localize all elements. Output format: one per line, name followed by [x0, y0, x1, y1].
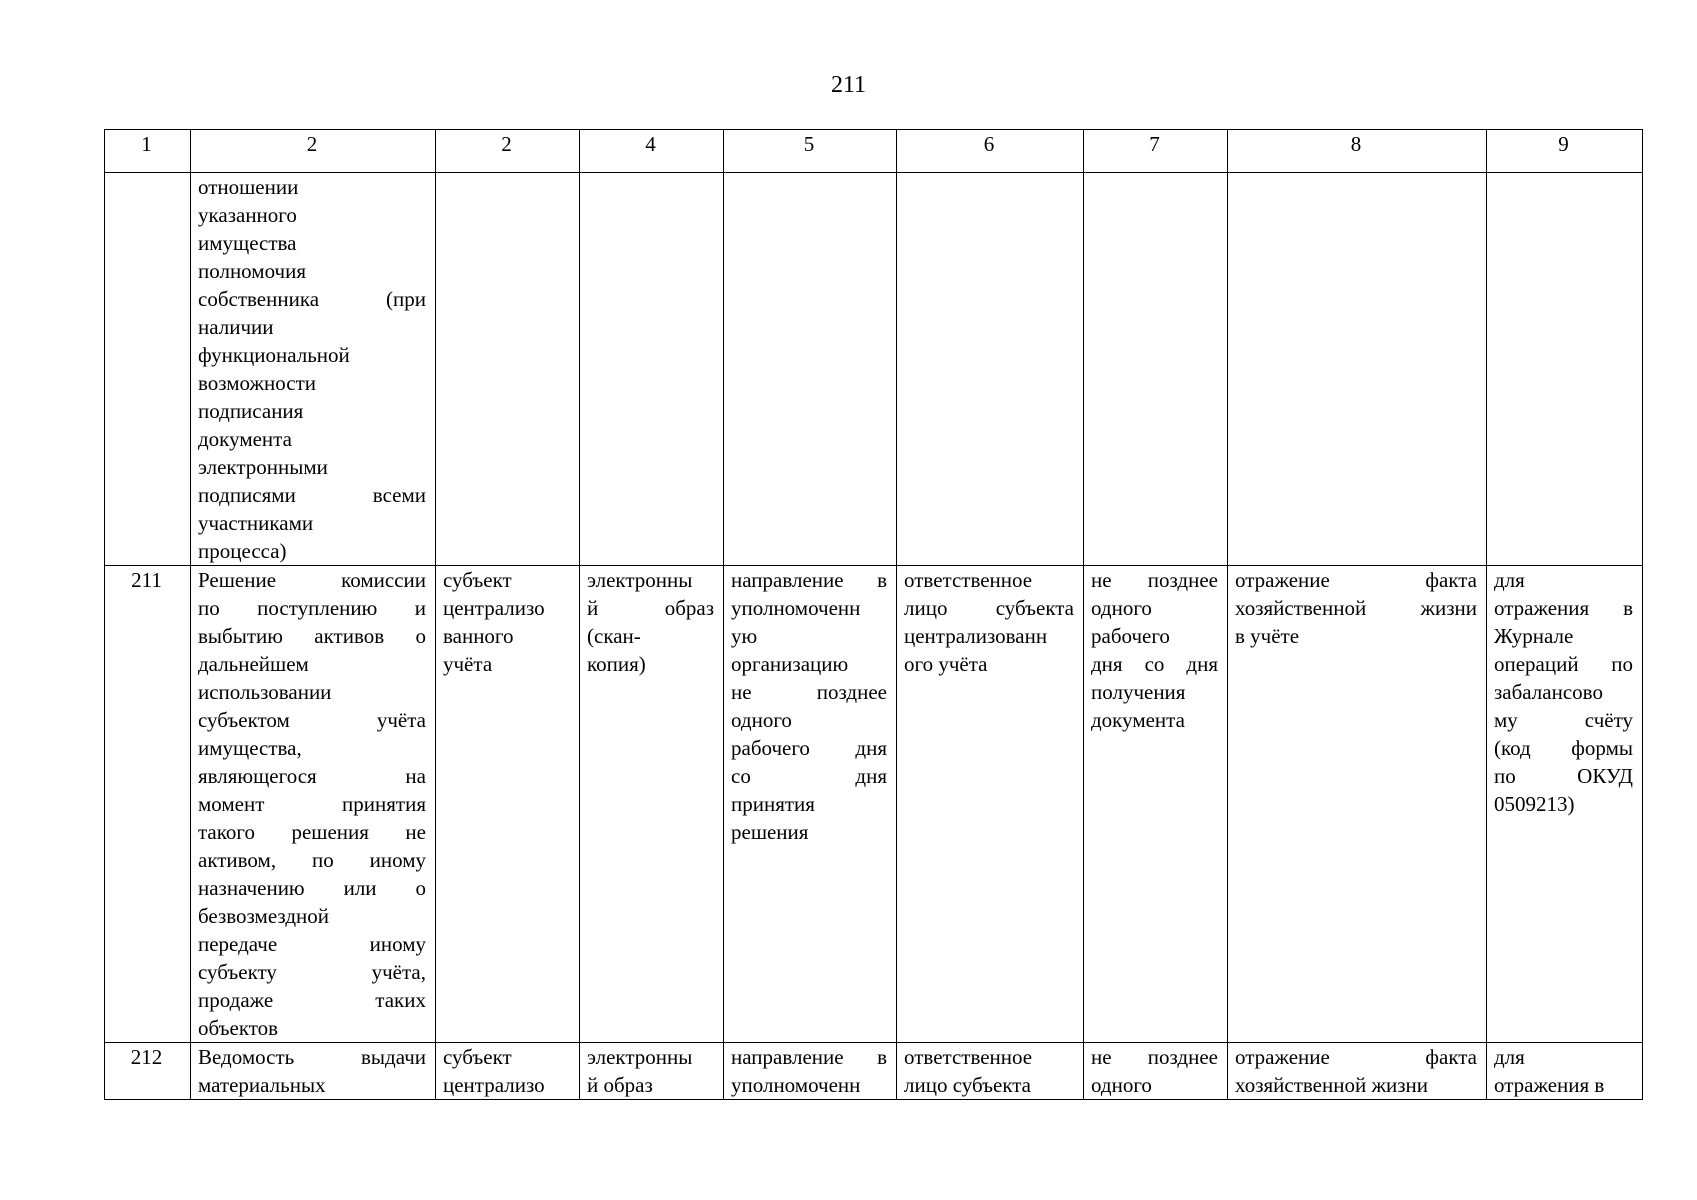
- cell-line: Решение комиссии: [198, 568, 426, 592]
- header-cell: 7: [1084, 130, 1228, 173]
- cell-line: й образ: [587, 596, 714, 620]
- cell-line: направление в: [731, 568, 887, 592]
- table-row: [105, 1043, 1643, 1100]
- table-cell-c4: [580, 1043, 724, 1100]
- cell-line: (код формы: [1494, 736, 1633, 760]
- cell-line: му счёту: [1494, 708, 1633, 732]
- header-cell: 5: [724, 130, 897, 173]
- cell-line: отношении: [198, 175, 299, 199]
- cell-line: не позднее: [1091, 568, 1218, 592]
- cell-line: решения: [731, 820, 809, 844]
- table-cell-c9: [1487, 173, 1643, 566]
- cell-line: документа: [198, 427, 292, 451]
- table-cell-c4: [580, 566, 724, 1043]
- cell-line: 0509213): [1494, 792, 1575, 816]
- cell-line: ого учёта: [904, 652, 988, 676]
- cell-line: принятия: [731, 792, 815, 816]
- table-row: [105, 566, 1643, 1043]
- cell-line: функциональной: [198, 343, 350, 367]
- table-cell-c7: [1084, 173, 1228, 566]
- table-cell-c6: [897, 173, 1084, 566]
- cell-line: лицо субъекта: [904, 596, 1074, 620]
- cell-line: субъектом учёта: [198, 708, 426, 732]
- cell-line: ответственное: [904, 1045, 1033, 1069]
- header-cell: 4: [580, 130, 724, 173]
- table-cell-c7: [1084, 1043, 1228, 1100]
- row-number-cell: 212: [105, 1043, 191, 1100]
- table-cell-c2: [191, 1043, 436, 1100]
- table-cell-c8: [1228, 1043, 1487, 1100]
- cell-line: безвозмездной: [198, 904, 329, 928]
- cell-line: со дня: [731, 764, 887, 788]
- cell-line: по ОКУД: [1494, 764, 1633, 788]
- cell-line: получения: [1091, 680, 1186, 704]
- cell-line: учёта: [443, 652, 493, 676]
- cell-line: участниками: [198, 511, 314, 535]
- cell-line: дня со дня: [1091, 652, 1218, 676]
- cell-line: электронны: [587, 568, 693, 592]
- cell-line: назначению или о: [198, 876, 426, 900]
- cell-line: использовании: [198, 680, 332, 704]
- cell-line: субъект: [443, 1045, 512, 1069]
- cell-line: уполномоченн: [731, 596, 861, 620]
- table-cell-c7: [1084, 566, 1228, 1043]
- cell-line: момент принятия: [198, 792, 426, 816]
- cell-line: не позднее: [731, 680, 887, 704]
- table-cell-c8: [1228, 566, 1487, 1043]
- cell-line: централизо: [443, 596, 545, 620]
- cell-line: субъекту учёта,: [198, 960, 426, 984]
- header-cell: 9: [1487, 130, 1643, 173]
- cell-line: такого решения не: [198, 820, 426, 844]
- cell-line: организацию: [731, 652, 849, 676]
- cell-line: хозяйственной жизни: [1235, 596, 1477, 620]
- cell-line: отражения в: [1494, 596, 1633, 620]
- cell-line: для: [1494, 568, 1525, 592]
- table-cell-c3: [436, 566, 580, 1043]
- cell-line: наличии: [198, 315, 274, 339]
- table-cell-c4: [580, 173, 724, 566]
- cell-line: активом, по иному: [198, 848, 426, 872]
- cell-line: продаже таких: [198, 988, 426, 1012]
- header-cell: 2: [191, 130, 436, 173]
- cell-line: ответственное: [904, 568, 1033, 592]
- cell-line: передаче иному: [198, 932, 426, 956]
- table-cell-c6: [897, 1043, 1084, 1100]
- table-header-row: [105, 130, 1643, 173]
- cell-line: централизованн: [904, 624, 1048, 648]
- table-cell-c5: [724, 1043, 897, 1100]
- cell-line: (скан-: [587, 624, 641, 648]
- document-table: [104, 129, 1643, 1100]
- cell-line: й образ: [587, 1073, 653, 1097]
- cell-line: рабочего дня: [731, 736, 887, 760]
- row-number-cell: [105, 173, 191, 566]
- cell-line: возможности: [198, 371, 317, 395]
- cell-line: электронными: [198, 455, 328, 479]
- cell-line: являющегося на: [198, 764, 426, 788]
- header-cell: 6: [897, 130, 1084, 173]
- table-cell-c2: [191, 173, 436, 566]
- cell-line: не позднее: [1091, 1045, 1218, 1069]
- cell-line: дальнейшем: [198, 652, 309, 676]
- cell-line: материальных: [198, 1073, 326, 1097]
- cell-line: копия): [587, 652, 646, 676]
- cell-line: подписями всеми: [198, 483, 426, 507]
- cell-line: в учёте: [1235, 624, 1300, 648]
- cell-line: Журнале: [1494, 624, 1574, 648]
- cell-line: собственника (при: [198, 287, 426, 311]
- cell-line: направление в: [731, 1045, 887, 1069]
- cell-line: объектов: [198, 1016, 279, 1040]
- cell-line: указанного: [198, 203, 297, 227]
- cell-line: выбытию активов о: [198, 624, 426, 648]
- cell-line: одного: [1091, 596, 1152, 620]
- table-cell-c2: [191, 566, 436, 1043]
- cell-line: отражения в: [1494, 1073, 1605, 1097]
- cell-line: подписания: [198, 399, 304, 423]
- cell-line: процесса): [198, 539, 287, 563]
- cell-line: одного: [731, 708, 792, 732]
- header-cell: 2: [436, 130, 580, 173]
- row-number-cell: 211: [105, 566, 191, 1043]
- cell-line: операций по: [1494, 652, 1633, 676]
- cell-line: субъект: [443, 568, 512, 592]
- table-cell-c9: [1487, 566, 1643, 1043]
- cell-line: лицо субъекта: [904, 1073, 1031, 1097]
- cell-line: ую: [731, 624, 758, 648]
- cell-line: одного: [1091, 1073, 1152, 1097]
- table-cell-c8: [1228, 173, 1487, 566]
- table-cell-c5: [724, 566, 897, 1043]
- table-cell-c3: [436, 173, 580, 566]
- cell-line: уполномоченн: [731, 1073, 861, 1097]
- cell-line: забалансово: [1494, 680, 1603, 704]
- cell-line: имущества: [198, 231, 297, 255]
- cell-line: отражение факта: [1235, 1045, 1477, 1069]
- table-cell-c3: [436, 1043, 580, 1100]
- cell-line: полномочия: [198, 259, 306, 283]
- cell-line: отражение факта: [1235, 568, 1477, 592]
- header-cell: 8: [1228, 130, 1487, 173]
- cell-line: по поступлению и: [198, 596, 426, 620]
- cell-line: для: [1494, 1045, 1525, 1069]
- header-cell: 1: [105, 130, 191, 173]
- cell-line: документа: [1091, 708, 1185, 732]
- table-row: [105, 173, 1643, 566]
- table-cell-c6: [897, 566, 1084, 1043]
- table-cell-c5: [724, 173, 897, 566]
- cell-line: Ведомость выдачи: [198, 1045, 426, 1069]
- cell-line: электронны: [587, 1045, 693, 1069]
- cell-line: имущества,: [198, 736, 302, 760]
- cell-line: ванного: [443, 624, 514, 648]
- cell-line: хозяйственной жизни: [1235, 1073, 1428, 1097]
- cell-line: рабочего: [1091, 624, 1170, 648]
- table-cell-c9: [1487, 1043, 1643, 1100]
- page-number: 211: [830, 72, 867, 98]
- cell-line: централизо: [443, 1073, 545, 1097]
